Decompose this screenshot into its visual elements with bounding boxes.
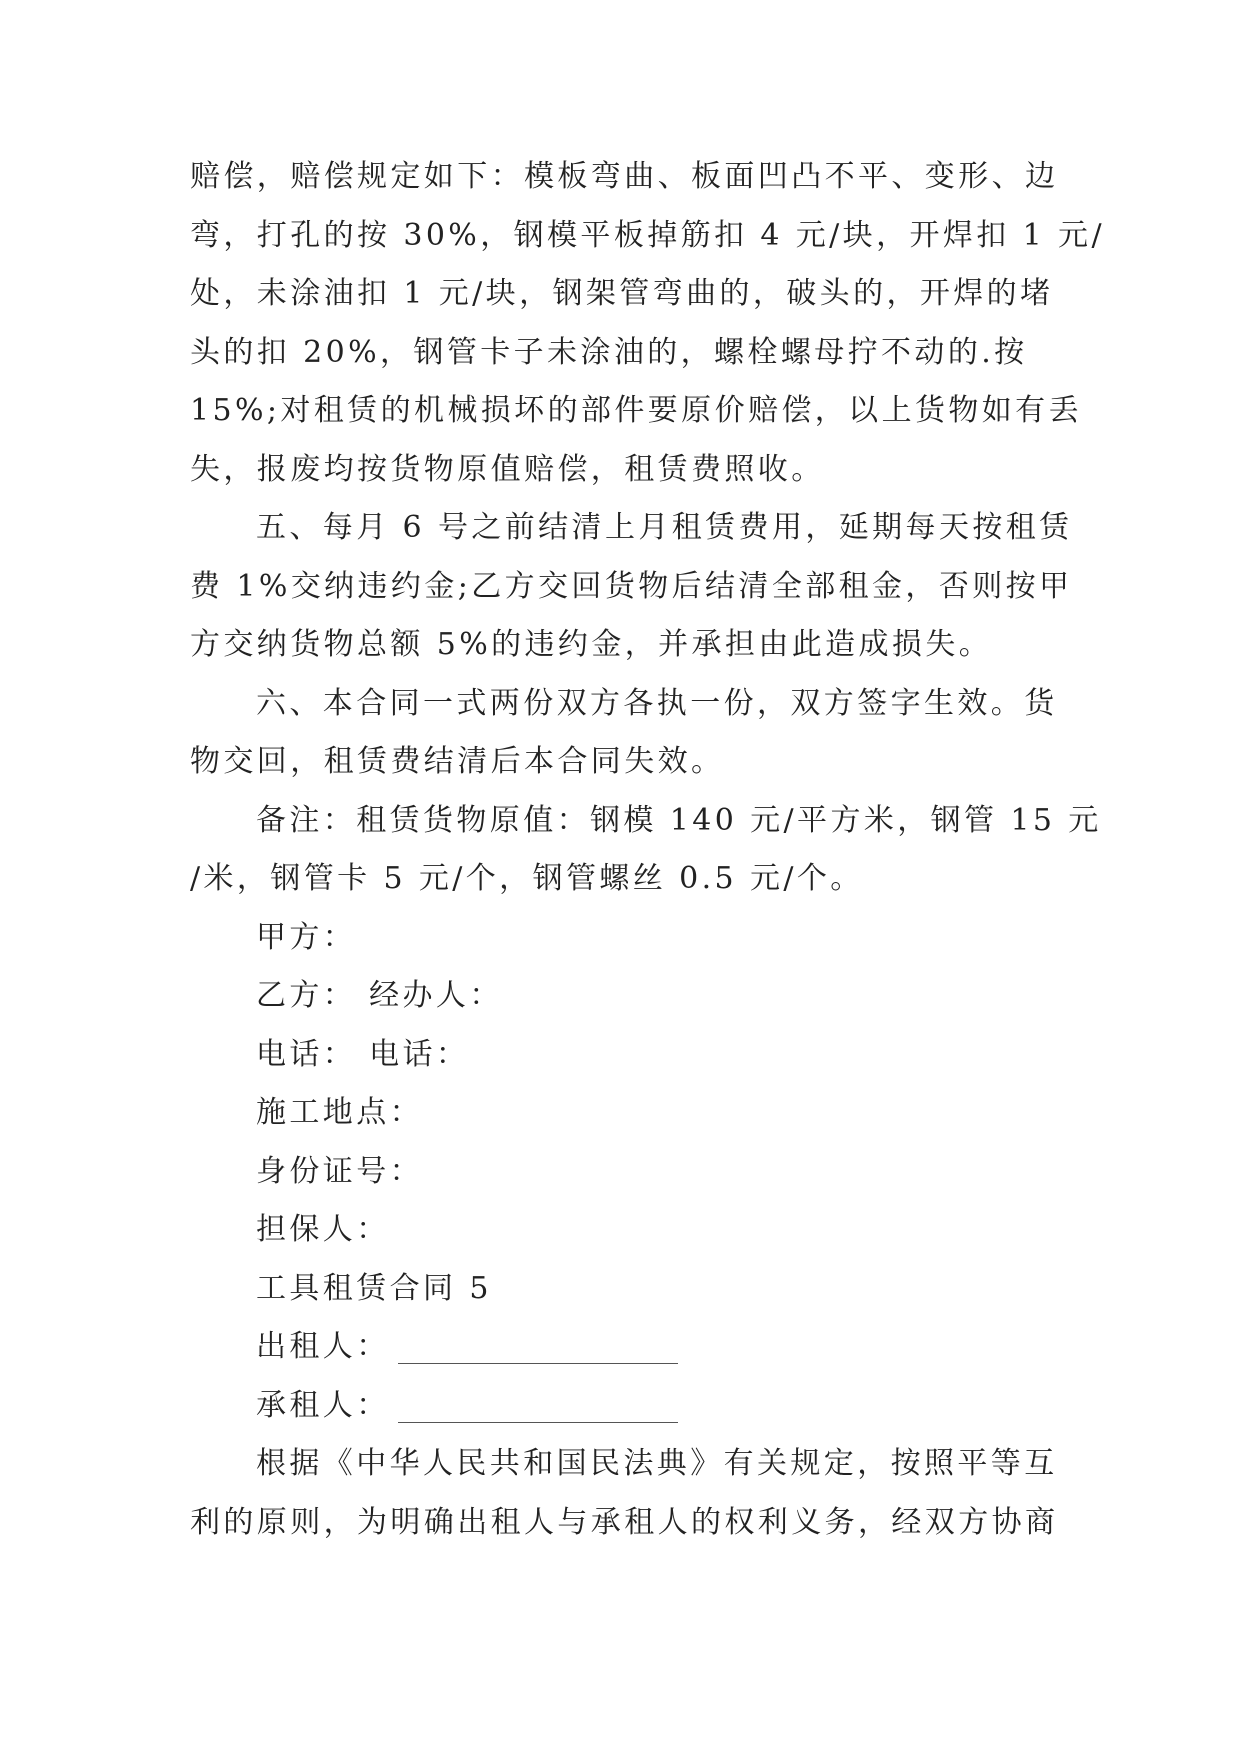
lessor-blank[interactable]	[398, 1333, 678, 1364]
id-number-label: 身份证号：	[256, 1153, 423, 1189]
text-line: 赔偿，赔偿规定如下：模板弯曲、板面凹凸不平、变形、边	[190, 159, 1059, 194]
lessee-label: 承租人：	[256, 1387, 390, 1423]
clause-five: 五、每月 6 号之前结清上月租赁费用，延期每天按租赁	[256, 510, 1073, 545]
text-line: 利的原则，为明确出租人与承租人的权利义务，经双方协商	[190, 1504, 1059, 1540]
party-b-label: 乙方： 经办人：	[256, 978, 503, 1013]
contract-title: 工具租赁合同 5	[256, 1270, 492, 1306]
text-line: 头的扣 20%，钢管卡子未涂油的，螺栓螺母拧不动的.按	[190, 334, 1028, 370]
lessor-label: 出租人：	[256, 1329, 390, 1364]
text-line: 费 1%交纳违约金;乙方交回货物后结清全部租金，否则按甲	[190, 568, 1073, 604]
text-line: 弯，打孔的按 30%，钢模平板掉筋扣 4 元/块，开焊扣 1 元/	[190, 217, 1105, 253]
party-a-label: 甲方：	[256, 919, 357, 955]
text-line: 15%;对租赁的机械损坏的部件要原价赔偿，以上货物如有丢	[190, 393, 1082, 428]
lessee-line	[190, 1377, 1060, 1436]
text-line: 失，报废均按货物原值赔偿，租赁费照收。	[190, 451, 825, 487]
lessor-line	[190, 1318, 1060, 1377]
phone-label: 电话： 电话：	[256, 1036, 470, 1072]
text-line: 方交纳货物总额 5%的违约金，并承担由此造成损失。	[190, 627, 993, 662]
guarantor-label: 担保人：	[256, 1212, 390, 1247]
document-page	[190, 148, 1105, 1552]
site-label: 施工地点：	[256, 1095, 423, 1130]
text-line: 处，未涂油扣 1 元/块，钢架管弯曲的，破头的，开焊的堵	[190, 276, 1054, 311]
text-line: /米，钢管卡 5 元/个，钢管螺丝 0.5 元/个。	[190, 861, 864, 896]
remarks-line: 备注：租赁货物原值：钢模 140 元/平方米，钢管 15 元	[256, 802, 1102, 838]
text-line: 物交回，租赁费结清后本合同失效。	[190, 744, 725, 779]
clause-six: 六、本合同一式两份双方各执一份，双方签字生效。货	[256, 685, 1058, 721]
preamble-line: 根据《中华人民共和国民法典》有关规定，按照平等互	[256, 1446, 1058, 1481]
lessee-blank[interactable]	[398, 1392, 678, 1423]
